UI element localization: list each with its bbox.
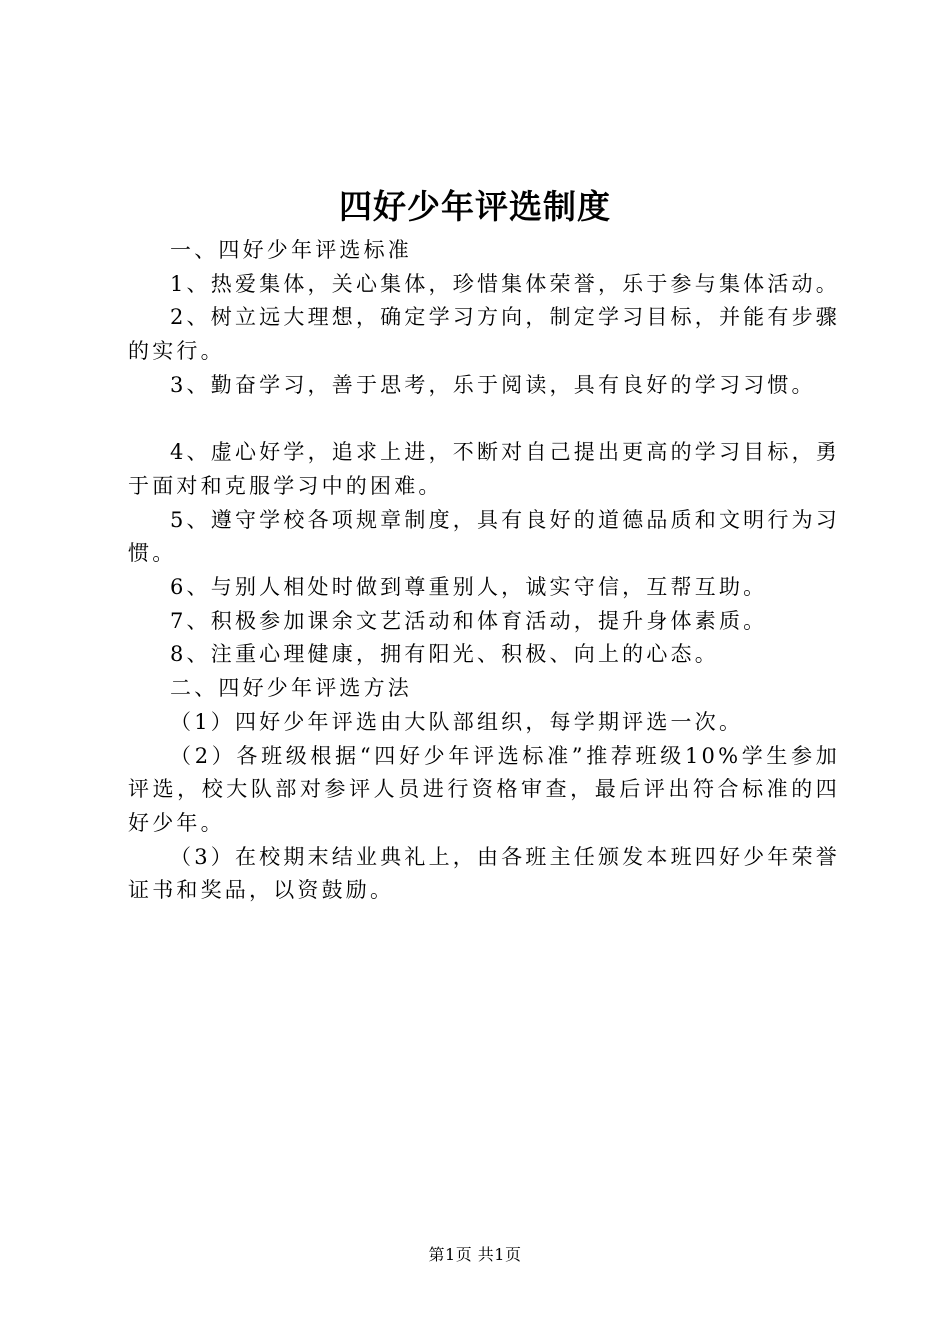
criteria-item-7: 7、积极参加课余文艺活动和体育活动，提升身体素质。 [170,608,768,633]
criteria-item-1: 1、热爱集体，关心集体，珍惜集体荣誉，乐于参与集体活动。 [170,271,840,296]
criteria-item-5: 5、遵守学校各项规章制度，具有良好的道德品质和文明行为习惯。 [128,507,840,566]
section-heading-method: 二、四好少年评选方法 [170,676,412,701]
criteria-item-6: 6、与别人相处时做到尊重别人，诚实守信，互帮互助。 [170,575,768,600]
document-title: 四好少年评选制度 [339,187,611,226]
criteria-item-4: 4、虚心好学，追求上进，不断对自己提出更高的学习目标，勇于面对和克服学习中的困难。 [128,440,840,498]
criteria-item-2: 2、树立远大理想，确定学习方向，制定学习目标，并能有步骤的实行。 [128,305,840,364]
page-footer: 第1页 共1页 [428,1245,522,1264]
criteria-item-3: 3、勤奋学习，善于思考，乐于阅读，具有良好的学习习惯。 [170,372,816,397]
document-body [128,234,840,908]
criteria-item-8: 8、注重心理健康，拥有阳光、积极、向上的心态。 [170,642,719,667]
section-heading-criteria: 一、四好少年评选标准 [170,238,412,262]
method-item-1: （1）四好少年评选由大队部组织，每学期评选一次。 [170,709,744,734]
method-item-2: （2）各班级根据“四好少年评选标准”推荐班级10%学生参加评选，校大队部对参评人员进行资格审查，最后评出符合标准的四好少年。 [128,743,840,835]
method-item-3: （3）在校期末结业典礼上，由各班主任颁发本班四好少年荣誉证书和奖品，以资鼓励。 [128,844,840,903]
